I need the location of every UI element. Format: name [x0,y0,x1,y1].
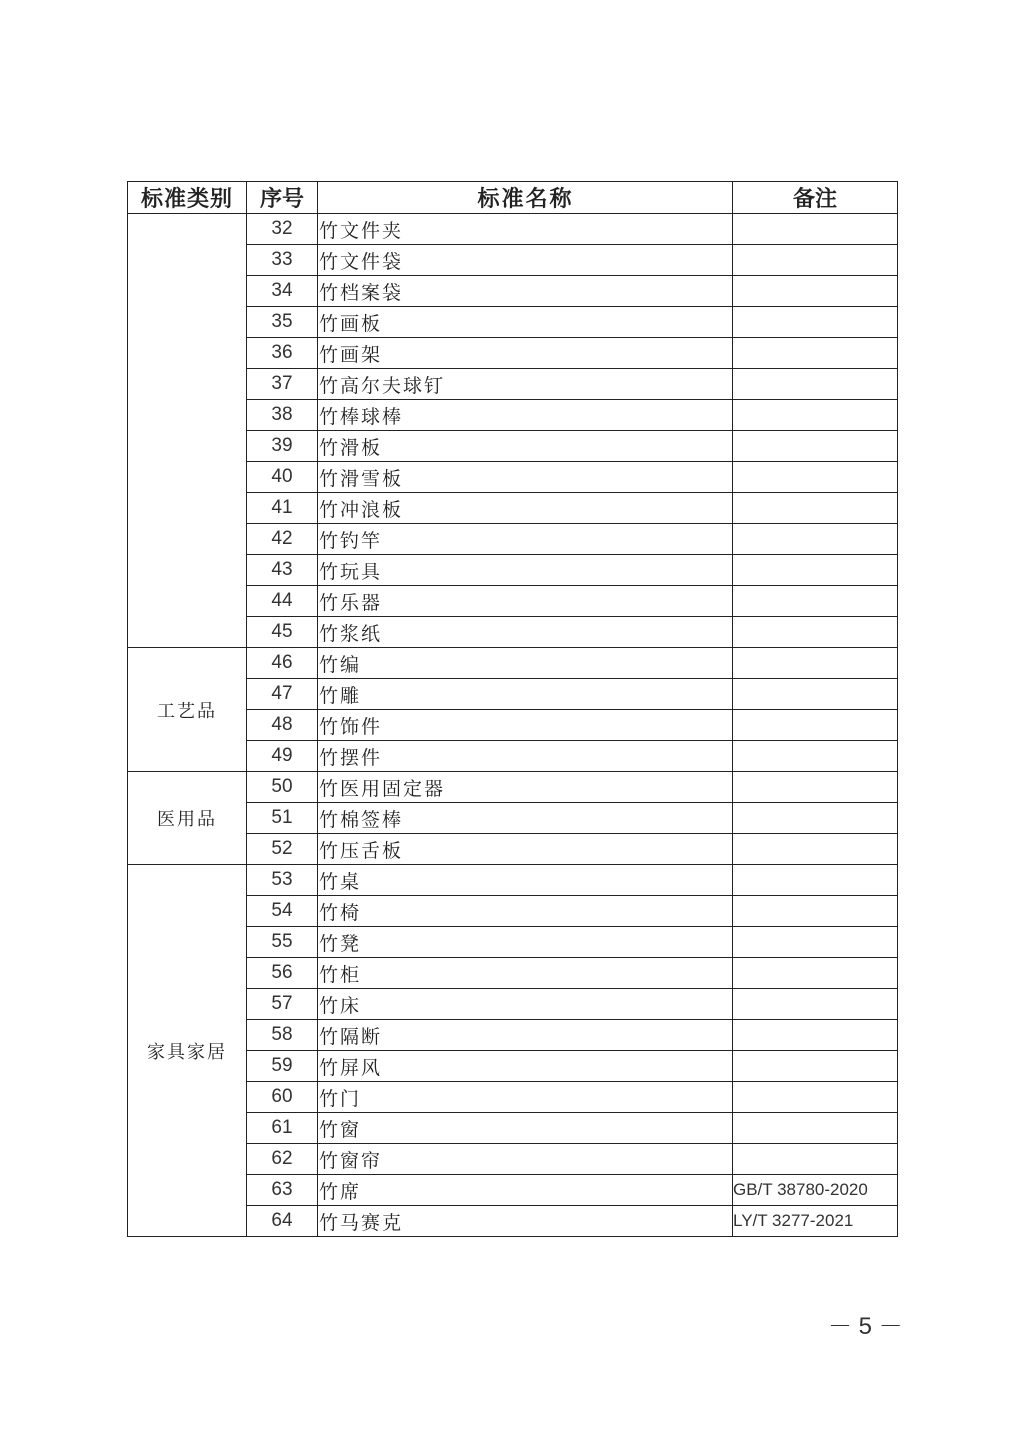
name-cell: 竹桌 [318,865,733,896]
note-cell [733,586,898,617]
number-cell: 54 [247,896,318,927]
name-cell: 竹椅 [318,896,733,927]
note-cell: GB/T 38780-2020 [733,1175,898,1206]
number-cell: 48 [247,710,318,741]
name-cell: 竹雕 [318,679,733,710]
note-cell [733,524,898,555]
number-cell: 63 [247,1175,318,1206]
number-cell: 55 [247,927,318,958]
name-cell: 竹画架 [318,338,733,369]
name-cell: 竹文件袋 [318,245,733,276]
name-cell: 竹凳 [318,927,733,958]
header-number: 序号 [247,182,318,214]
name-cell: 竹浆纸 [318,617,733,648]
number-cell: 34 [247,276,318,307]
note-cell [733,927,898,958]
note-cell [733,276,898,307]
note-cell [733,617,898,648]
table-row [128,772,898,803]
note-cell [733,803,898,834]
category-cell: 家具家居 [128,865,247,1237]
number-cell: 45 [247,617,318,648]
header-category: 标准类别 [128,182,247,214]
name-cell: 竹钓竿 [318,524,733,555]
number-cell: 49 [247,741,318,772]
number-cell: 57 [247,989,318,1020]
name-cell: 竹摆件 [318,741,733,772]
name-cell: 竹医用固定器 [318,772,733,803]
note-cell [733,400,898,431]
table-row [128,865,898,896]
name-cell: 竹乐器 [318,586,733,617]
note-cell [733,462,898,493]
name-cell: 竹档案袋 [318,276,733,307]
number-cell: 38 [247,400,318,431]
number-cell: 44 [247,586,318,617]
number-cell: 52 [247,834,318,865]
number-cell: 56 [247,958,318,989]
name-cell: 竹柜 [318,958,733,989]
name-cell: 竹玩具 [318,555,733,586]
number-cell: 41 [247,493,318,524]
category-cell: 工艺品 [128,648,247,772]
category-cell: 医用品 [128,772,247,865]
note-cell [733,214,898,245]
table-row [128,648,898,679]
number-cell: 64 [247,1206,318,1237]
note-cell [733,648,898,679]
table-row [128,214,898,245]
number-cell: 32 [247,214,318,245]
note-cell [733,338,898,369]
name-cell: 竹饰件 [318,710,733,741]
standards-table [127,181,898,1237]
name-cell: 竹画板 [318,307,733,338]
name-cell: 竹棉签棒 [318,803,733,834]
name-cell: 竹编 [318,648,733,679]
header-note: 备注 [733,182,898,214]
number-cell: 58 [247,1020,318,1051]
table-header-row [128,182,898,214]
header-name: 标准名称 [318,182,733,214]
name-cell: 竹窗 [318,1113,733,1144]
note-cell [733,1051,898,1082]
number-cell: 51 [247,803,318,834]
note-cell [733,896,898,927]
number-cell: 46 [247,648,318,679]
name-cell: 竹床 [318,989,733,1020]
name-cell: 竹隔断 [318,1020,733,1051]
name-cell: 竹文件夹 [318,214,733,245]
note-cell [733,989,898,1020]
name-cell: 竹门 [318,1082,733,1113]
note-cell [733,865,898,896]
note-cell [733,1020,898,1051]
name-cell: 竹高尔夫球钉 [318,369,733,400]
note-cell [733,555,898,586]
category-cell [128,214,247,648]
note-cell [733,834,898,865]
note-cell [733,493,898,524]
note-cell [733,710,898,741]
number-cell: 59 [247,1051,318,1082]
name-cell: 竹窗帘 [318,1144,733,1175]
number-cell: 33 [247,245,318,276]
name-cell: 竹压舌板 [318,834,733,865]
note-cell [733,307,898,338]
note-cell [733,772,898,803]
name-cell: 竹席 [318,1175,733,1206]
note-cell [733,958,898,989]
number-cell: 62 [247,1144,318,1175]
number-cell: 37 [247,369,318,400]
number-cell: 53 [247,865,318,896]
number-cell: 36 [247,338,318,369]
number-cell: 47 [247,679,318,710]
name-cell: 竹滑板 [318,431,733,462]
number-cell: 42 [247,524,318,555]
number-cell: 40 [247,462,318,493]
number-cell: 61 [247,1113,318,1144]
note-cell: LY/T 3277-2021 [733,1206,898,1237]
name-cell: 竹棒球棒 [318,400,733,431]
name-cell: 竹冲浪板 [318,493,733,524]
note-cell [733,679,898,710]
note-cell [733,741,898,772]
number-cell: 60 [247,1082,318,1113]
number-cell: 35 [247,307,318,338]
note-cell [733,1113,898,1144]
name-cell: 竹屏风 [318,1051,733,1082]
table-body [128,214,898,1237]
note-cell [733,431,898,462]
number-cell: 43 [247,555,318,586]
name-cell: 竹马赛克 [318,1206,733,1237]
note-cell [733,1082,898,1113]
note-cell [733,369,898,400]
note-cell [733,245,898,276]
note-cell [733,1144,898,1175]
name-cell: 竹滑雪板 [318,462,733,493]
page-number: － 5 － [828,1313,903,1340]
number-cell: 39 [247,431,318,462]
number-cell: 50 [247,772,318,803]
